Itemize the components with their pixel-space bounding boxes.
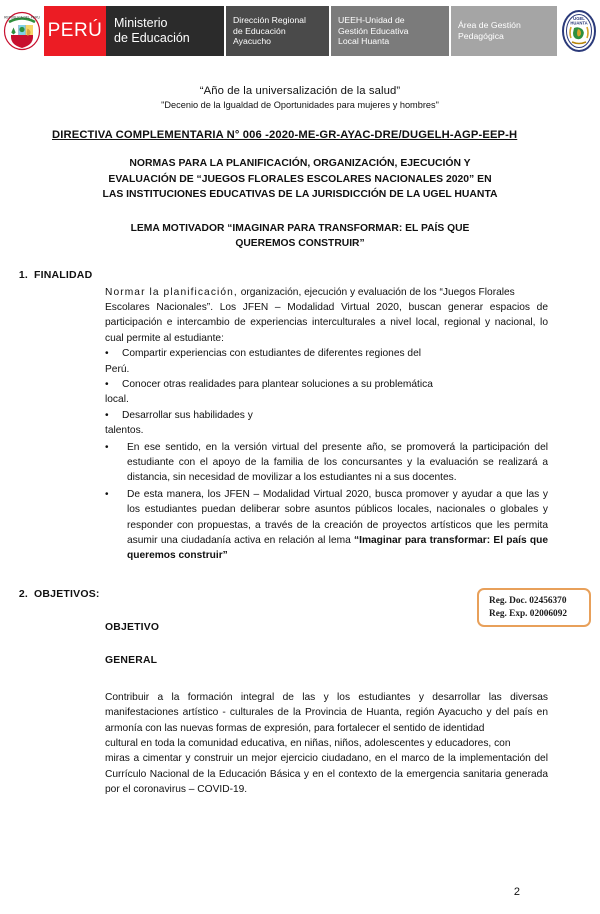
ueeh-line-3: Local Huanta — [338, 36, 390, 47]
svg-text:REPUBLICA DEL PERU: REPUBLICA DEL PERU — [4, 15, 40, 20]
svg-text:HUANTA: HUANTA — [569, 20, 588, 26]
page-number: 2 — [513, 886, 520, 898]
peru-brand-block — [44, 6, 106, 56]
normas-line-3: LAS INSTITUCIONES EDUCATIVAS DE LA JURISDICCIÓN DE LA UGEL HUANTA — [102, 189, 498, 200]
list-item-text: En ese sentido, en la versión virtual del presente año, se promoverá la participación del estudiante con el apoyo de la familia de los concursantes y la evaluación se realizará a distancia, sin necesidad de movilizar a los estudiantes ni a sus docentes. — [127, 441, 548, 484]
list-item-continuation: Perú. — [105, 363, 130, 375]
ministry-line-2: de Educación — [114, 31, 190, 45]
list-item — [105, 408, 548, 423]
section-finalidad-title: FINALIDAD — [34, 268, 93, 281]
list-item — [105, 487, 548, 564]
ueeh-block — [329, 6, 449, 56]
normas-line-2: EVALUACIÓN DE “JUEGOS FLORALES ESCOLARES NACIONALES 2020” EN — [108, 173, 492, 185]
list-item-continuation: talentos. — [105, 425, 144, 437]
list-item-text-emphasis: “Imaginar para transformar: El país que queremos construir” — [127, 535, 549, 562]
document-page — [0, 70, 600, 798]
lema-motivador — [90, 221, 510, 251]
epigraph-year: “Año de la universalización de la salud” — [199, 85, 401, 97]
finalidad-dot-list — [105, 346, 548, 438]
ugel-huanta-seal-icon — [557, 6, 600, 56]
finalidad-bullet-list — [105, 440, 548, 564]
stamp-reg-doc: Reg. Doc. 02456370 — [489, 595, 567, 606]
list-item-text-plain: De esta manera, los JFEN – Modalidad Virtual 2020, busca promover y ayudar a que las y los estudiantes puedan deliberar sobre asuntos públicos locales, nacionales o globales y responder con propuestas, a través de la creación de proyectos artísticos que les permita asumir una ciudadanía activa en relación al lema — [127, 488, 548, 546]
section-objetivos — [0, 588, 600, 798]
stamp-reg-exp: Reg. Exp. 02006092 — [489, 608, 567, 619]
list-item — [105, 440, 548, 486]
directive-code: DIRECTIVA COMPLEMENTARIA N° 006 -2020-ME-GR-AYAC-DRE/DUGELH-AGP-EEP-H — [52, 129, 518, 141]
objetivo-paragraph-b-text: cultural en toda la comunidad educativa, en niñas, niños, adolescentes y educadores, con — [105, 738, 511, 750]
peru-coat-of-arms-icon — [0, 6, 44, 56]
ministry-line-1: Ministerio — [114, 16, 168, 30]
list-item-text — [127, 487, 548, 564]
list-item-continuation: local. — [105, 394, 129, 406]
section-objetivos-title: OBJETIVOS: — [34, 587, 100, 600]
objetivo-paragraph-a — [105, 690, 548, 736]
bullet-dot-icon: • — [105, 348, 109, 360]
normas-line-1: NORMAS PARA LA PLANIFICACIÓN, ORGANIZACIÓN, EJECUCIÓN Y — [129, 158, 471, 169]
bullet-dot-icon: • — [105, 378, 109, 390]
bullet-dot-icon: • — [105, 409, 109, 421]
objetivo-paragraph-c — [105, 751, 548, 797]
objetivo-paragraph-b — [105, 736, 548, 751]
list-item — [105, 346, 548, 361]
list-item — [105, 377, 548, 392]
lema-line-1: LEMA MOTIVADOR “IMAGINAR PARA TRANSFORMAR: EL PAÍS QUE — [130, 222, 470, 234]
direccion-regional-block — [224, 6, 329, 56]
peru-label: PERÚ — [47, 20, 103, 41]
epigraph-decade: "Decenio de la Igualdad de Oportunidades para mujeres y hombres" — [161, 100, 439, 110]
agp-line-1: Área de Gestión — [458, 20, 521, 31]
list-item-text: Desarrollar sus habilidades y — [122, 409, 253, 421]
list-item-text: Compartir experiencias con estudiantes de diferentes regiones del — [122, 348, 422, 360]
objetivo-subheading: OBJETIVO — [105, 621, 160, 633]
bullet-dot-icon: • — [105, 488, 109, 500]
finalidad-intro-c: Escolares Nacionales”. Los JFEN – Modalidad Virtual 2020, buscan generar espacios de participación e intercambio de experiencias interculturales a nivel local, regional y nacional, lo cual permite al estudiante: — [105, 301, 548, 344]
ueeh-line-1: UEEH-Unidad de — [338, 15, 405, 26]
area-gestion-pedagogica-block — [449, 6, 557, 56]
ministry-block — [106, 6, 224, 56]
objetivo-paragraph-c-text: miras a cimentar y construir un mejor ejercicio ciudadano, en el marco de la implementación del Currículo Nacional de la Educación Básica y en el contexto de la emergencia sanitaria generada por el coronavirus – COVID-19. — [105, 753, 548, 796]
finalidad-intro-b: organización, ejecución y evaluación de los “Juegos Florales — [237, 286, 515, 298]
lema-line-2: QUEREMOS CONSTRUIR” — [235, 237, 365, 249]
finalidad-intro-a: Normar la planificación, — [105, 286, 238, 298]
dre-line-2: de Educación — [233, 25, 286, 36]
dre-line-3: Ayacucho — [233, 36, 271, 47]
objetivo-paragraph-a-text: Contribuir a la formación integral de las y los estudiantes y desarrollar las diversas manifestaciones artístico - culturales de la Provincia de Huanta, región Ayacucho y del país en armonía con las nuevas formas de expresión, para fortalecer el sentido de identidad — [105, 691, 548, 734]
dre-line-1: Dirección Regional — [233, 15, 306, 26]
svg-text:UGEL: UGEL — [572, 16, 585, 21]
section-finalidad-heading — [0, 269, 600, 281]
section-finalidad — [0, 269, 600, 564]
registration-stamp-box — [477, 588, 591, 628]
institutional-header-banner — [0, 6, 600, 56]
agp-line-2: Pedagógica — [458, 31, 504, 41]
section-finalidad-number: 1. — [18, 268, 28, 281]
general-subheading: GENERAL — [105, 654, 158, 666]
finalidad-intro-first-line — [105, 285, 548, 300]
list-item-text: Conocer otras realidades para plantear soluciones a su problemática — [122, 378, 433, 390]
ueeh-line-2: Gestión Educativa — [338, 25, 409, 36]
normas-title — [38, 156, 562, 203]
section-objetivos-number: 2. — [18, 587, 28, 600]
bullet-dot-icon: • — [105, 441, 109, 453]
finalidad-intro-rest — [105, 300, 548, 346]
